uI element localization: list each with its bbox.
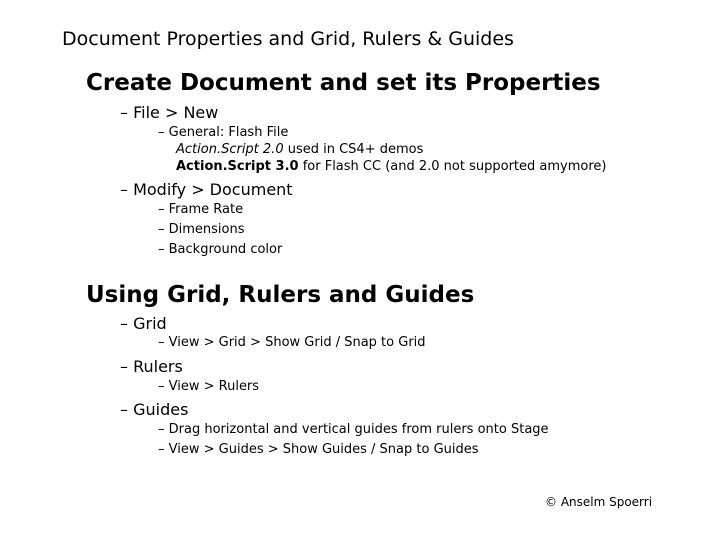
- sub-bullet-drag-guides: – Drag horizontal and vertical guides from rulers onto Stage: [158, 422, 549, 437]
- bullet-modify-document: – Modify > Document: [120, 180, 293, 199]
- bullet-guides: – Guides: [120, 400, 189, 419]
- sub-bullet-frame-rate: – Frame Rate: [158, 202, 244, 217]
- bullet-grid: – Grid: [120, 314, 167, 333]
- section-heading-grid-rulers-guides: Using Grid, Rulers and Guides: [86, 282, 475, 308]
- sub-line-actionscript-2: [176, 142, 423, 157]
- sub-bullet-show-guides: – View > Guides > Show Guides / Snap to Guides: [158, 442, 479, 457]
- actionscript-3-note: for Flash CC (and 2.0 not supported amymore): [298, 159, 607, 174]
- section-heading-create-document: Create Document and set its Properties: [86, 70, 601, 96]
- actionscript-3-label: Action.Script 3.0: [176, 159, 299, 174]
- sub-bullet-general-flash-file: – General: Flash File: [158, 125, 289, 140]
- bullet-rulers: – Rulers: [120, 357, 183, 376]
- sub-bullet-show-grid: – View > Grid > Show Grid / Snap to Grid: [158, 335, 426, 350]
- bullet-file-new: – File > New: [120, 103, 219, 122]
- sub-line-actionscript-3: [176, 159, 606, 174]
- sub-bullet-view-rulers: – View > Rulers: [158, 379, 260, 394]
- actionscript-2-note: used in CS4+ demos: [283, 142, 424, 157]
- sub-bullet-dimensions: – Dimensions: [158, 222, 245, 237]
- copyright-footer: © Anselm Spoerri: [545, 495, 653, 509]
- slide-title: Document Properties and Grid, Rulers & Guides: [62, 28, 514, 50]
- actionscript-2-label: Action.Script 2.0: [176, 142, 284, 157]
- sub-bullet-background-color: – Background color: [158, 242, 283, 257]
